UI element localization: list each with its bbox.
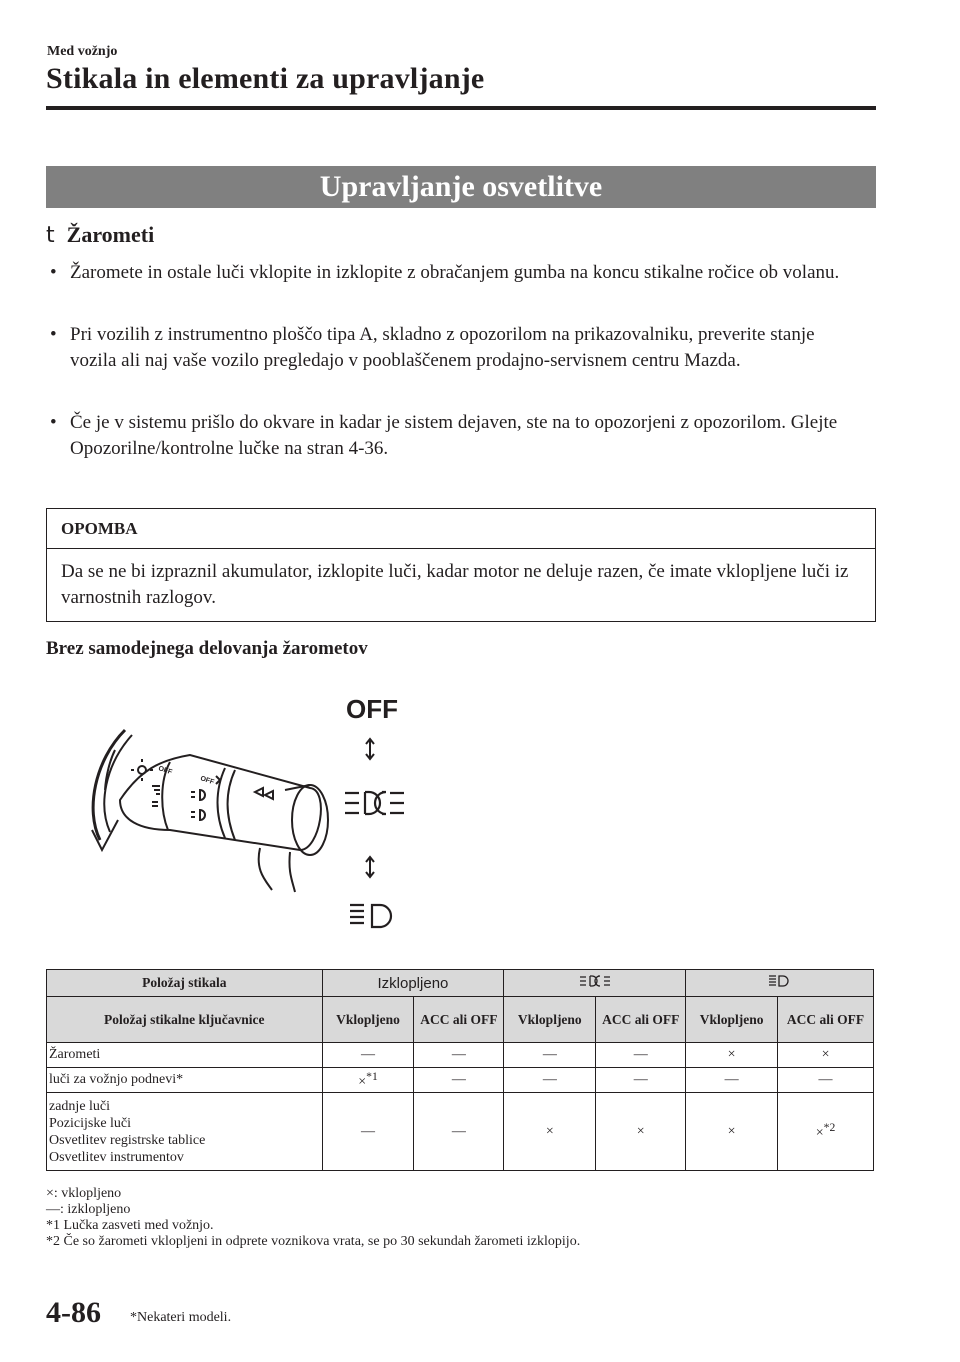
note-title: OPOMBA xyxy=(47,509,875,549)
row-label-line: zadnje luči xyxy=(49,1098,111,1114)
legend-line: —: izklopljeno xyxy=(46,1202,131,1217)
table-row xyxy=(47,1043,874,1068)
sub-heading xyxy=(46,222,154,248)
row-label-line: Pozicijske luči xyxy=(49,1115,132,1131)
stalk-off-label: OFF xyxy=(157,765,173,777)
table-cell: — xyxy=(596,1068,686,1093)
row-label xyxy=(47,1093,323,1171)
table-cell: — xyxy=(596,1043,686,1068)
bullet-text: Če je v sistemu prišlo do okvare in kadar je sistem dejaven, ste na to opozorjeni z opozorilom. Glejte Opozorilne/kontrolne lučke na stran 4-36. xyxy=(70,412,838,459)
bullet-dot: • xyxy=(50,262,57,283)
table-cell: — xyxy=(322,1093,414,1171)
table-cell xyxy=(322,1068,414,1093)
table-cell: × xyxy=(686,1093,778,1171)
legend-line: ×: vklopljeno xyxy=(46,1186,122,1201)
table-cell: — xyxy=(778,1068,874,1093)
table-cell: — xyxy=(322,1043,414,1068)
cell-value: × xyxy=(815,1125,824,1141)
table-legend xyxy=(46,1186,580,1250)
table-header: ACC ali OFF xyxy=(414,997,504,1043)
note-body: Da se ne bi izpraznil akumulator, izklopite luči, kadar motor ne deluje razen, če imate vklopljene luči iz varnostnih razlogov. xyxy=(61,561,849,608)
table-header: Vklopljeno xyxy=(686,997,778,1043)
table-cell: — xyxy=(504,1043,596,1068)
page-number: 4-86 xyxy=(46,1296,101,1329)
table-cell: — xyxy=(414,1093,504,1171)
bullet-dot: • xyxy=(50,412,57,433)
bullet-text: Žaromete in ostale luči vklopite in izklopite z obračanjem gumba na koncu stikalne ročice ob volanu. xyxy=(70,262,840,283)
switch-position-table xyxy=(46,969,874,1171)
table-header: ACC ali OFF xyxy=(596,997,686,1043)
table-header: Položaj stikalne ključavnice xyxy=(47,997,323,1043)
table-cell: — xyxy=(414,1068,504,1093)
row-label: luči za vožnjo podnevi* xyxy=(47,1068,323,1093)
page-title: Stikala in elementi za upravljanje xyxy=(46,62,485,95)
legend-line: *1 Lučka zasveti med vožnjo. xyxy=(46,1218,214,1233)
sub-heading-text: Žarometi xyxy=(66,222,155,247)
table-cell: × xyxy=(596,1093,686,1171)
row-label-line: Osvetlitev registrske tablice xyxy=(49,1132,206,1148)
table-cell: × xyxy=(778,1043,874,1068)
table-cell: × xyxy=(504,1093,596,1171)
table-header: Položaj stikala xyxy=(47,970,323,997)
footnote-ref: *2 xyxy=(823,1121,836,1135)
section-banner: Upravljanje osvetlitve xyxy=(46,166,876,208)
table-cell: — xyxy=(504,1068,596,1093)
table-header: Vklopljeno xyxy=(322,997,414,1043)
section-label: Med vožnjo xyxy=(47,44,118,59)
table-cell: × xyxy=(686,1043,778,1068)
table-cell xyxy=(778,1093,874,1171)
footer-note: *Nekateri modeli. xyxy=(130,1310,232,1325)
bullet-item xyxy=(50,260,850,312)
note-box xyxy=(46,508,876,622)
row-label-line: Osvetlitev instrumentov xyxy=(49,1149,184,1165)
table-row xyxy=(47,1068,874,1093)
row-label: Žarometi xyxy=(47,1043,323,1068)
cell-value: × xyxy=(358,1074,367,1090)
bullet-item xyxy=(50,410,850,488)
table-header: Izklopljeno xyxy=(322,970,504,997)
bullet-item xyxy=(50,322,850,400)
table-row xyxy=(47,1093,874,1171)
illustration-heading: Brez samodejnega delovanja žarometov xyxy=(46,638,368,659)
table-cell: — xyxy=(686,1068,778,1093)
off-label: OFF xyxy=(346,694,398,724)
table-header: ACC ali OFF xyxy=(778,997,874,1043)
table-header: Vklopljeno xyxy=(504,997,596,1043)
legend-line: *2 Če so žarometi vklopljeni in odprete voznikova vrata, se po 30 sekundah žarometi izklopijo. xyxy=(46,1234,581,1249)
parking-light-icon xyxy=(686,970,874,997)
bullet-text: Pri vozilih z instrumentno ploščo tipa A, skladno z opozorilom na prikazovalniku, preverite stanje vozila ali naj vaše vozilo pregledajo v pooblaščenem prodajno-servisnem centru Mazda. xyxy=(70,324,815,371)
headlight-icon xyxy=(504,970,686,997)
sub-heading-marker: t xyxy=(46,223,55,248)
title-rule xyxy=(46,106,876,110)
table-cell: — xyxy=(414,1043,504,1068)
footnote-ref: *1 xyxy=(366,1069,378,1083)
stalk-off-label: OFF xyxy=(199,775,215,787)
bullet-dot: • xyxy=(50,324,57,345)
headlight-switch-illustration xyxy=(60,680,480,950)
